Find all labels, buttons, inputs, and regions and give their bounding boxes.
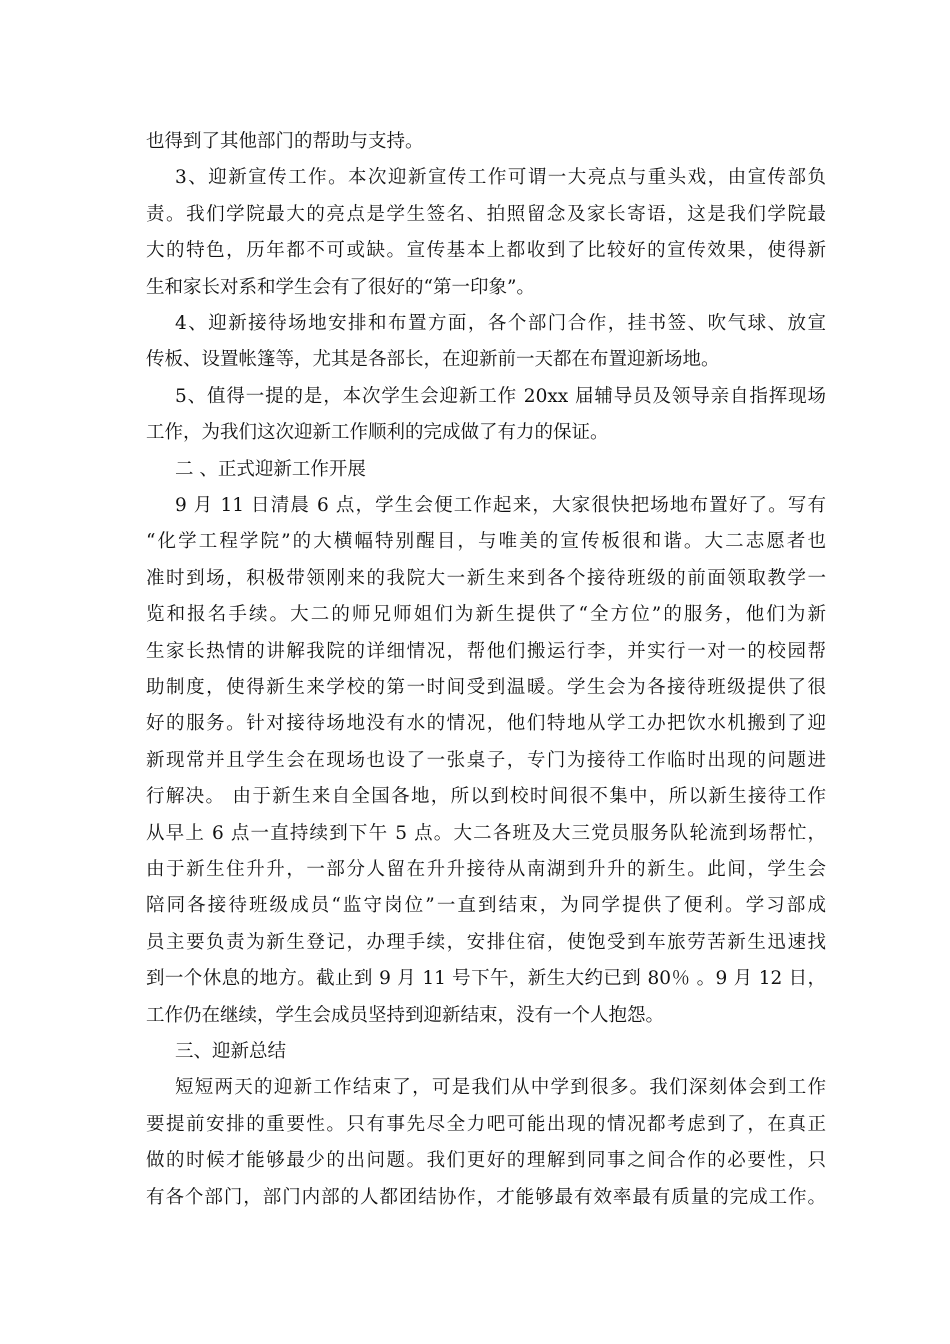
text-line: 员主要负责为新生登记，办理手续，安排住宿，使饱受到车旅劳苦新生迅速找 <box>146 931 826 953</box>
text-line: 有各个部门，部门内部的人都团结协作，才能够最有效率最有质量的完成工作。 <box>146 1186 826 1208</box>
text-line: 生家长热情的讲解我院的详细情况，帮他们搬运行李，并实行一对一的校园帮 <box>146 640 826 662</box>
text-line: 准时到场，积极带领刚来的我院大一新生来到各个接待班级的前面领取教学一 <box>146 567 826 589</box>
text-line: 也得到了其他部门的帮助与支持。 <box>146 131 424 152</box>
text-line: 责。我们学院最大的亮点是学生签名、拍照留念及家长寄语，这是我们学院最 <box>146 203 826 225</box>
text-line: 9 月 11 日清晨 6 点，学生会便工作起来，大家很快把场地布置好了。写有 <box>175 495 826 516</box>
text-line: 三、迎新总结 <box>175 1041 287 1062</box>
text-line: 3、迎新宣传工作。本次迎新宣传工作可谓一大亮点与重头戏，由宣传部负 <box>175 167 826 189</box>
text-line: 好的服务。针对接待场地没有水的情况，他们特地从学工办把饮水机搬到了迎 <box>146 713 826 735</box>
text-line: 工作，为我们这次迎新工作顺利的完成做了有力的保证。 <box>146 422 609 444</box>
text-line: 传板、设置帐篷等，尤其是各部长，在迎新前一天都在布置迎新场地。 <box>146 349 720 371</box>
text-line: 工作仍在继续，学生会成员坚持到迎新结束，没有一个人抱怨。 <box>146 1004 665 1026</box>
text-line: 从早上 6 点一直持续到下午 5 点。大二各班及大三党员服务队轮流到场帮忙， <box>146 822 826 844</box>
text-line: 陪同各接待班级成员“监守岗位”一直到结束，为同学提供了便利。学习部成 <box>146 895 826 917</box>
text-line: 新现常并且学生会在现场也设了一张桌子，专门为接待工作临时出现的问题进 <box>146 749 826 771</box>
text-line: 由于新生住升升，一部分人留在升升接待从南湖到升升的新生。此间，学生会 <box>146 859 826 880</box>
text-line: 生和家长对系和学生会有了很好的“第一印象”。 <box>146 276 535 298</box>
text-line: 行解决。 由于新生来自全国各地，所以到校时间很不集中，所以新生接待工作 <box>146 786 826 808</box>
text-line: 大的特色，历年都不可或缺。宣传基本上都收到了比较好的宣传效果，使得新 <box>146 240 826 262</box>
text-line: 4、迎新接待场地安排和布置方面，各个部门合作，挂书签、吹气球、放宣 <box>175 313 826 334</box>
text-line: 做的时候才能够最少的出问题。我们更好的理解到同事之间合作的必要性，只 <box>146 1150 826 1172</box>
text-line: 到一个休息的地方。截止到 9 月 11 号下午，新生大约已到 80％ 。9 月 12 日， <box>146 968 826 990</box>
text-line: 要提前安排的重要性。只有事先尽全力吧可能出现的情况都考虑到了，在真正 <box>146 1113 826 1135</box>
text-line: 二 、正式迎新工作开展 <box>175 458 366 480</box>
text-line: 览和报名手续。大二的师兄师姐们为新生提供了“全方位”的服务，他们为新 <box>146 604 826 626</box>
text-line: 短短两天的迎新工作结束了，可是我们从中学到很多。我们深刻体会到工作 <box>175 1077 826 1099</box>
text-line: “化学工程学院”的大横幅特别醒目，与唯美的宣传板很和谐。大二志愿者也 <box>146 531 826 553</box>
text-line: 5、值得一提的是，本次学生会迎新工作 20xx 届辅导员及领导亲自指挥现场 <box>175 385 826 407</box>
text-line: 助制度，使得新生来学校的第一时间受到温暖。学生会为各接待班级提供了很 <box>146 677 826 698</box>
